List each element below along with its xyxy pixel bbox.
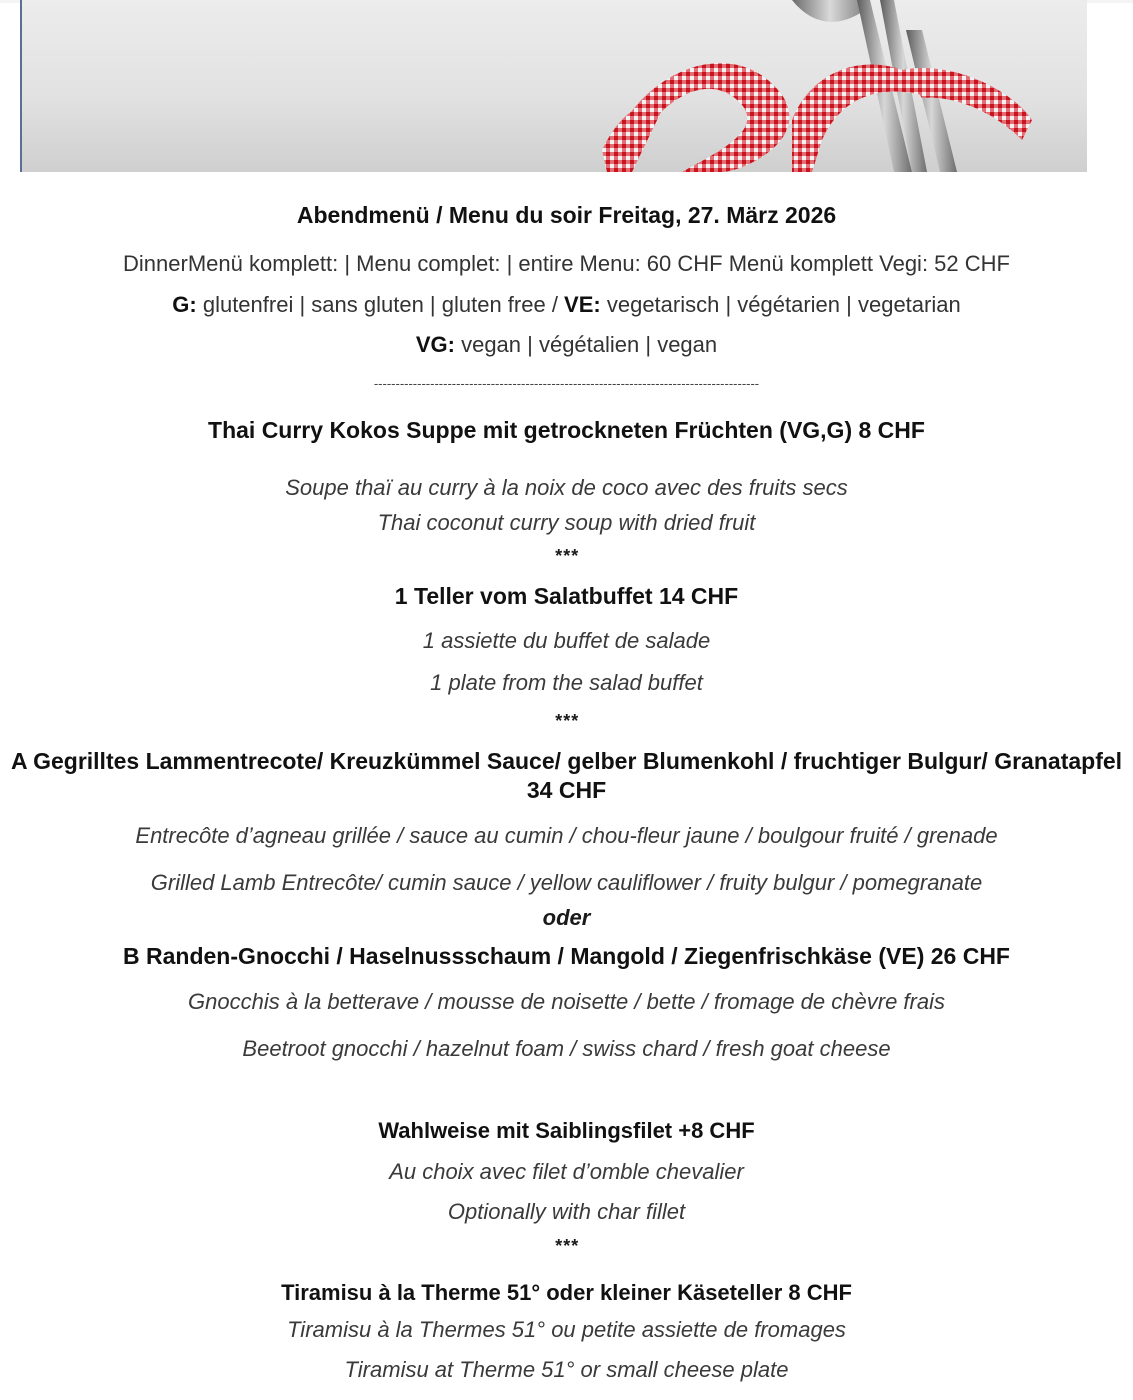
dessert-en: Tiramisu at Therme 51° or small cheese plate (344, 1357, 789, 1382)
main-b-en: Beetroot gnocchi / hazelnut foam / swiss chard / fresh goat cheese (242, 1036, 891, 1061)
soup-en: Thai coconut curry soup with dried fruit (377, 510, 756, 535)
salad-title: 1 Teller vom Salatbuffet 14 CHF (394, 583, 739, 609)
cutlery-ribbon-illustration (22, 0, 1087, 172)
legend-g-text: glutenfrei | sans gluten | gluten free / (196, 292, 565, 317)
main-a-en: Grilled Lamb Entrecôte/ cumin sauce / yellow cauliflower / fruity bulgur / pomegranate (150, 870, 983, 895)
main-b-title: B Randen-Gnocchi / Haselnussschaum / Mangold / Ziegenfrischkäse (VE) 26 CHF (123, 943, 1010, 969)
salad-en: 1 plate from the salad buffet (430, 670, 703, 695)
salad-fr: 1 assiette du buffet de salade (422, 628, 711, 653)
soup-fr: Soupe thaï au curry à la noix de coco avec des fruits secs (285, 475, 848, 500)
main-a-title: A Gegrilltes Lammentrecote/ Kreuzkümmel Sauce/ gelber Blumenkohl / fruchtiger Bulgur/ Granatapfel 34 CHF (10, 748, 1123, 803)
divider-line: ----------------------------------------------------------------------------------------- (373, 376, 760, 391)
legend-ve-text: vegetarisch | végétarien | vegetarian (600, 292, 961, 317)
legend-ve-key: VE: (564, 292, 601, 317)
separator-2: *** (554, 711, 579, 731)
legend-vg-key: VG: (415, 332, 455, 357)
header-image (20, 0, 1087, 172)
option-en: Optionally with char fillet (447, 1199, 686, 1224)
legend-gluten-vegetarian (0, 292, 1133, 318)
menu-title: Abendmenü / Menu du soir Freitag, 27. März 2026 (296, 202, 837, 228)
soup-title: Thai Curry Kokos Suppe mit getrockneten Früchten (VG,G) 8 CHF (208, 417, 925, 443)
separator-1: *** (554, 546, 579, 566)
option-title: Wahlweise mit Saiblingsfilet +8 CHF (378, 1118, 755, 1143)
menu-prices: DinnerMenü komplett: | Menu complet: | entire Menu: 60 CHF Menü komplett Vegi: 52 CHF (123, 251, 1010, 276)
legend-vg-text: vegan | végétalien | vegan (454, 332, 718, 357)
or-label: oder (542, 905, 591, 930)
separator-3: *** (554, 1236, 579, 1256)
main-b-fr: Gnocchis à la betterave / mousse de noisette / bette / fromage de chèvre frais (188, 989, 945, 1014)
option-fr: Au choix avec filet d’omble chevalier (389, 1159, 744, 1184)
main-a-fr: Entrecôte d’agneau grillée / sauce au cumin / chou-fleur jaune / boulgour fruité / grenade (135, 823, 998, 848)
legend-g-key: G: (172, 292, 197, 317)
dessert-title: Tiramisu à la Therme 51° oder kleiner Käseteller 8 CHF (281, 1280, 852, 1305)
dessert-fr: Tiramisu à la Thermes 51° ou petite assiette de fromages (287, 1317, 846, 1342)
legend-vegan (0, 332, 1133, 358)
